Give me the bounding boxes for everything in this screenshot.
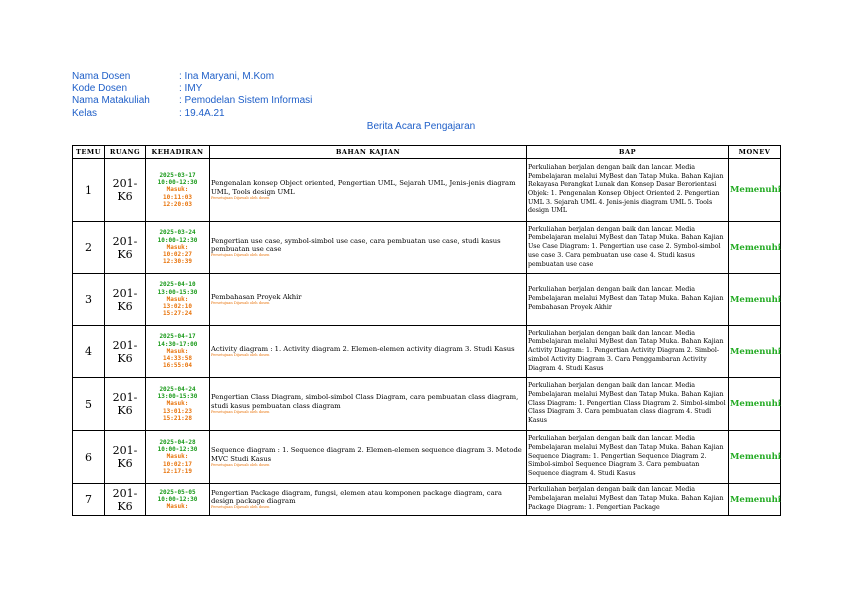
cell-kehadiran: [146, 484, 210, 516]
attendance-date: 2025-04-28: [159, 438, 196, 446]
column-header-bap: BAP: [527, 146, 729, 159]
table-row: [73, 159, 781, 222]
cell-temu: 3: [73, 274, 105, 326]
attendance-time: 14:30-17:00: [157, 340, 198, 348]
info-value: : Pemodelan Sistem Informasi: [179, 95, 313, 107]
attendance-time: 10:00-12:30: [157, 495, 198, 503]
cell-monev: Memenuhi: [729, 484, 781, 516]
info-value: : Ina Maryani, M.Kom: [179, 71, 275, 82]
cell-bap: Perkuliahan berjalan dengan baik dan lancar. Media Pembelajaran melalui MyBest dan Tatap Muka. Bahan Kajian Rekayasa Perangkat Lunak dan Konsep Dasar Berorientasi Objek: 1. Pengenalan Konsep Object Oriented 2. Pengertian UML 3. Sejarah UML 4. Jenis-jenis diagram UML 5. Tools design UML: [527, 159, 729, 222]
table-row: [73, 222, 781, 274]
approval-note: Persetujuan Dijawab oleh dosen: [211, 353, 270, 358]
cell-bahan-kajian: [210, 159, 527, 222]
bahan-kajian-text: Pembahasan Proyek Akhir: [211, 292, 302, 301]
cell-temu: 7: [73, 484, 105, 516]
cell-bahan-kajian: [210, 274, 527, 326]
column-header-bahan-kajian: BAHAN KAJIAN: [210, 146, 527, 159]
attendance-in: 14:33:58: [163, 355, 192, 363]
cell-monev: Memenuhi: [729, 159, 781, 222]
approval-note: Persetujuan Dijawab oleh dosen: [211, 195, 270, 200]
cell-temu: 5: [73, 378, 105, 431]
cell-bahan-kajian: [210, 326, 527, 378]
info-row-dosen: [72, 71, 312, 83]
attendance-masuk-label: Masuk:: [166, 347, 189, 355]
cell-temu: 2: [73, 222, 105, 274]
attendance-out: 15:21:28: [163, 414, 192, 422]
attendance-time: 13:00-15:30: [157, 393, 198, 401]
cell-bap: Perkuliahan berjalan dengan baik dan lancar. Media Pembelajaran melalui MyBest dan Tatap Muka. Bahan Kajian Use Case Diagram: 1. Pengertian use case 2. Symbol-simbol use case 3. Cara pembuatan use case 4. Studi kasus pembuatan use case: [527, 222, 729, 274]
cell-bahan-kajian: [210, 484, 527, 516]
info-row-kelas: [72, 108, 312, 120]
approval-note: Persetujuan Dijawab oleh dosen: [211, 505, 270, 510]
info-row-matakuliah: [72, 95, 312, 107]
cell-bap: Perkuliahan berjalan dengan baik dan lancar. Media Pembelajaran melalui MyBest dan Tatap Muka. Bahan Kajian Pembahasan Proyek Akhir: [527, 274, 729, 326]
attendance-masuk-label: Masuk:: [166, 186, 189, 194]
table-row: [73, 274, 781, 326]
approval-note: Persetujuan Dijawab oleh dosen: [211, 462, 270, 467]
cell-monev: Memenuhi: [729, 378, 781, 431]
info-value: : 19.4A.21: [179, 107, 225, 119]
cell-bap: Perkuliahan berjalan dengan baik dan lancar. Media Pembelajaran melalui MyBest dan Tatap Muka. Bahan Kajian Sequence Diagram: 1. Pengertian Sequence Diagram 2. Simbol-simbol Sequence Diagram 3. Cara pembuatan Sequence diagram 4. Studi Kasus: [527, 431, 729, 484]
attendance-out: 12:30:39: [163, 258, 192, 266]
cell-temu: 4: [73, 326, 105, 378]
attendance-in: 10:11:03: [163, 193, 192, 201]
table-header-row: [73, 146, 781, 159]
cell-bahan-kajian: [210, 378, 527, 431]
lecturer-info: [72, 71, 312, 120]
cell-kehadiran: [146, 378, 210, 431]
attendance-in: 13:01:23: [163, 407, 192, 415]
info-row-kode: [72, 83, 312, 95]
attendance-masuk-label: Masuk:: [166, 295, 189, 303]
info-label: Kelas: [72, 107, 98, 119]
approval-note: Persetujuan Dijawab oleh dosen: [211, 253, 270, 258]
cell-kehadiran: [146, 274, 210, 326]
cell-monev: Memenuhi: [729, 326, 781, 378]
cell-ruang: 201-K6: [105, 326, 146, 378]
cell-temu: 6: [73, 431, 105, 484]
cell-ruang: 201-K6: [105, 484, 146, 516]
attendance-in: 10:02:17: [163, 460, 192, 468]
cell-ruang: 201-K6: [105, 431, 146, 484]
cell-monev: Memenuhi: [729, 431, 781, 484]
attendance-out: 12:17:19: [163, 467, 192, 475]
column-header-kehadiran: KEHADIRAN: [146, 146, 210, 159]
cell-ruang: 201-K6: [105, 159, 146, 222]
cell-bap: Perkuliahan berjalan dengan baik dan lancar. Media Pembelajaran melalui MyBest dan Tatap Muka. Bahan Kajian Activity Diagram: 1. Pengertian Activity Diagram 2. Simbol-simbol Activity Diagram 3. Cara Penggambaran Activity Diagram 4. Studi Kasus: [527, 326, 729, 378]
attendance-masuk-label: Masuk:: [166, 243, 189, 251]
column-header-ruang: RUANG: [105, 146, 146, 159]
attendance-date: 2025-05-05: [159, 488, 196, 496]
cell-ruang: 201-K6: [105, 378, 146, 431]
attendance-date: 2025-04-24: [159, 385, 196, 393]
cell-ruang: 201-K6: [105, 222, 146, 274]
attendance-masuk-label: Masuk:: [166, 503, 189, 511]
attendance-time: 10:00-12:30: [157, 179, 198, 187]
attendance-out: 16:55:04: [163, 362, 192, 370]
cell-temu: 1: [73, 159, 105, 222]
info-label: Nama Dosen: [72, 71, 131, 82]
info-label: Nama Matakuliah: [72, 95, 150, 107]
table-row: [73, 326, 781, 378]
document-title: Berita Acara Pengajaran: [366, 121, 476, 132]
table-row: [73, 378, 781, 431]
cell-kehadiran: [146, 159, 210, 222]
info-label: Kode Dosen: [72, 83, 128, 95]
attendance-in: 13:02:10: [163, 303, 192, 311]
bahan-kajian-text: Sequence diagram : 1. Sequence diagram 2. Elemen-elemen sequence diagram 3. Metode MVC Studi Kasus: [211, 446, 522, 463]
attendance-date: 2025-04-10: [159, 281, 196, 289]
cell-bahan-kajian: [210, 431, 527, 484]
cell-bap: Perkuliahan berjalan dengan baik dan lancar. Media Pembelajaran melalui MyBest dan Tatap Muka. Bahan Kajian Class Diagram: 1. Pengertian Class Diagram 2. Simbol-simbol Class Diagram 3. Cara pembuatan class diagram 4. Studi Kasus: [527, 378, 729, 431]
column-header-monev: MONEV: [729, 146, 781, 159]
attendance-masuk-label: Masuk:: [166, 400, 189, 408]
cell-bahan-kajian: [210, 222, 527, 274]
bahan-kajian-text: Pengertian Package diagram, fungsi, elemen atau komponen package diagram, cara design package diagram: [211, 488, 502, 505]
cell-kehadiran: [146, 326, 210, 378]
table-row: [73, 431, 781, 484]
attendance-time: 10:00-12:30: [157, 236, 198, 244]
approval-note: Persetujuan Dijawab oleh dosen: [211, 301, 270, 306]
table-row: [73, 484, 781, 516]
attendance-out: 15:27:24: [163, 310, 192, 318]
bahan-kajian-text: Pengertian use case, symbol-simbol use case, cara pembuatan use case, studi kasus pembuatan use case: [211, 236, 501, 253]
attendance-out: 12:20:03: [163, 200, 192, 208]
cell-bap: Perkuliahan berjalan dengan baik dan lancar. Media Pembelajaran melalui MyBest dan Tatap Muka. Bahan Kajian Package Diagram: 1. Pengertian Package: [527, 484, 729, 516]
info-value: : IMY: [179, 83, 203, 95]
bahan-kajian-text: Pengertian Class Diagram, simbol-simbol Class Diagram, cara pembuatan class diagram, studi kasus pembuatan class diagram: [211, 393, 519, 410]
bahan-kajian-text: Activity diagram : 1. Activity diagram 2. Elemen-elemen activity diagram 3. Studi Kasus: [211, 344, 515, 353]
attendance-time: 10:00-12:30: [157, 446, 198, 454]
attendance-date: 2025-03-24: [159, 229, 196, 237]
approval-note: Persetujuan Dijawab oleh dosen: [211, 409, 270, 414]
attendance-date: 2025-03-17: [159, 171, 196, 179]
cell-monev: Memenuhi: [729, 222, 781, 274]
column-header-temu: TEMU: [73, 146, 105, 159]
attendance-date: 2025-04-17: [159, 333, 196, 341]
bap-table: [72, 145, 781, 516]
cell-monev: Memenuhi: [729, 274, 781, 326]
cell-ruang: 201-K6: [105, 274, 146, 326]
attendance-time: 13:00-15:30: [157, 288, 198, 296]
bahan-kajian-text: Pengenalan konsep Object oriented, Pengertian UML, Sejarah UML, Jenis-jenis diagram UML, Tools design UML: [211, 179, 516, 196]
cell-kehadiran: [146, 222, 210, 274]
cell-kehadiran: [146, 431, 210, 484]
attendance-in: 10:02:27: [163, 251, 192, 259]
attendance-masuk-label: Masuk:: [166, 453, 189, 461]
